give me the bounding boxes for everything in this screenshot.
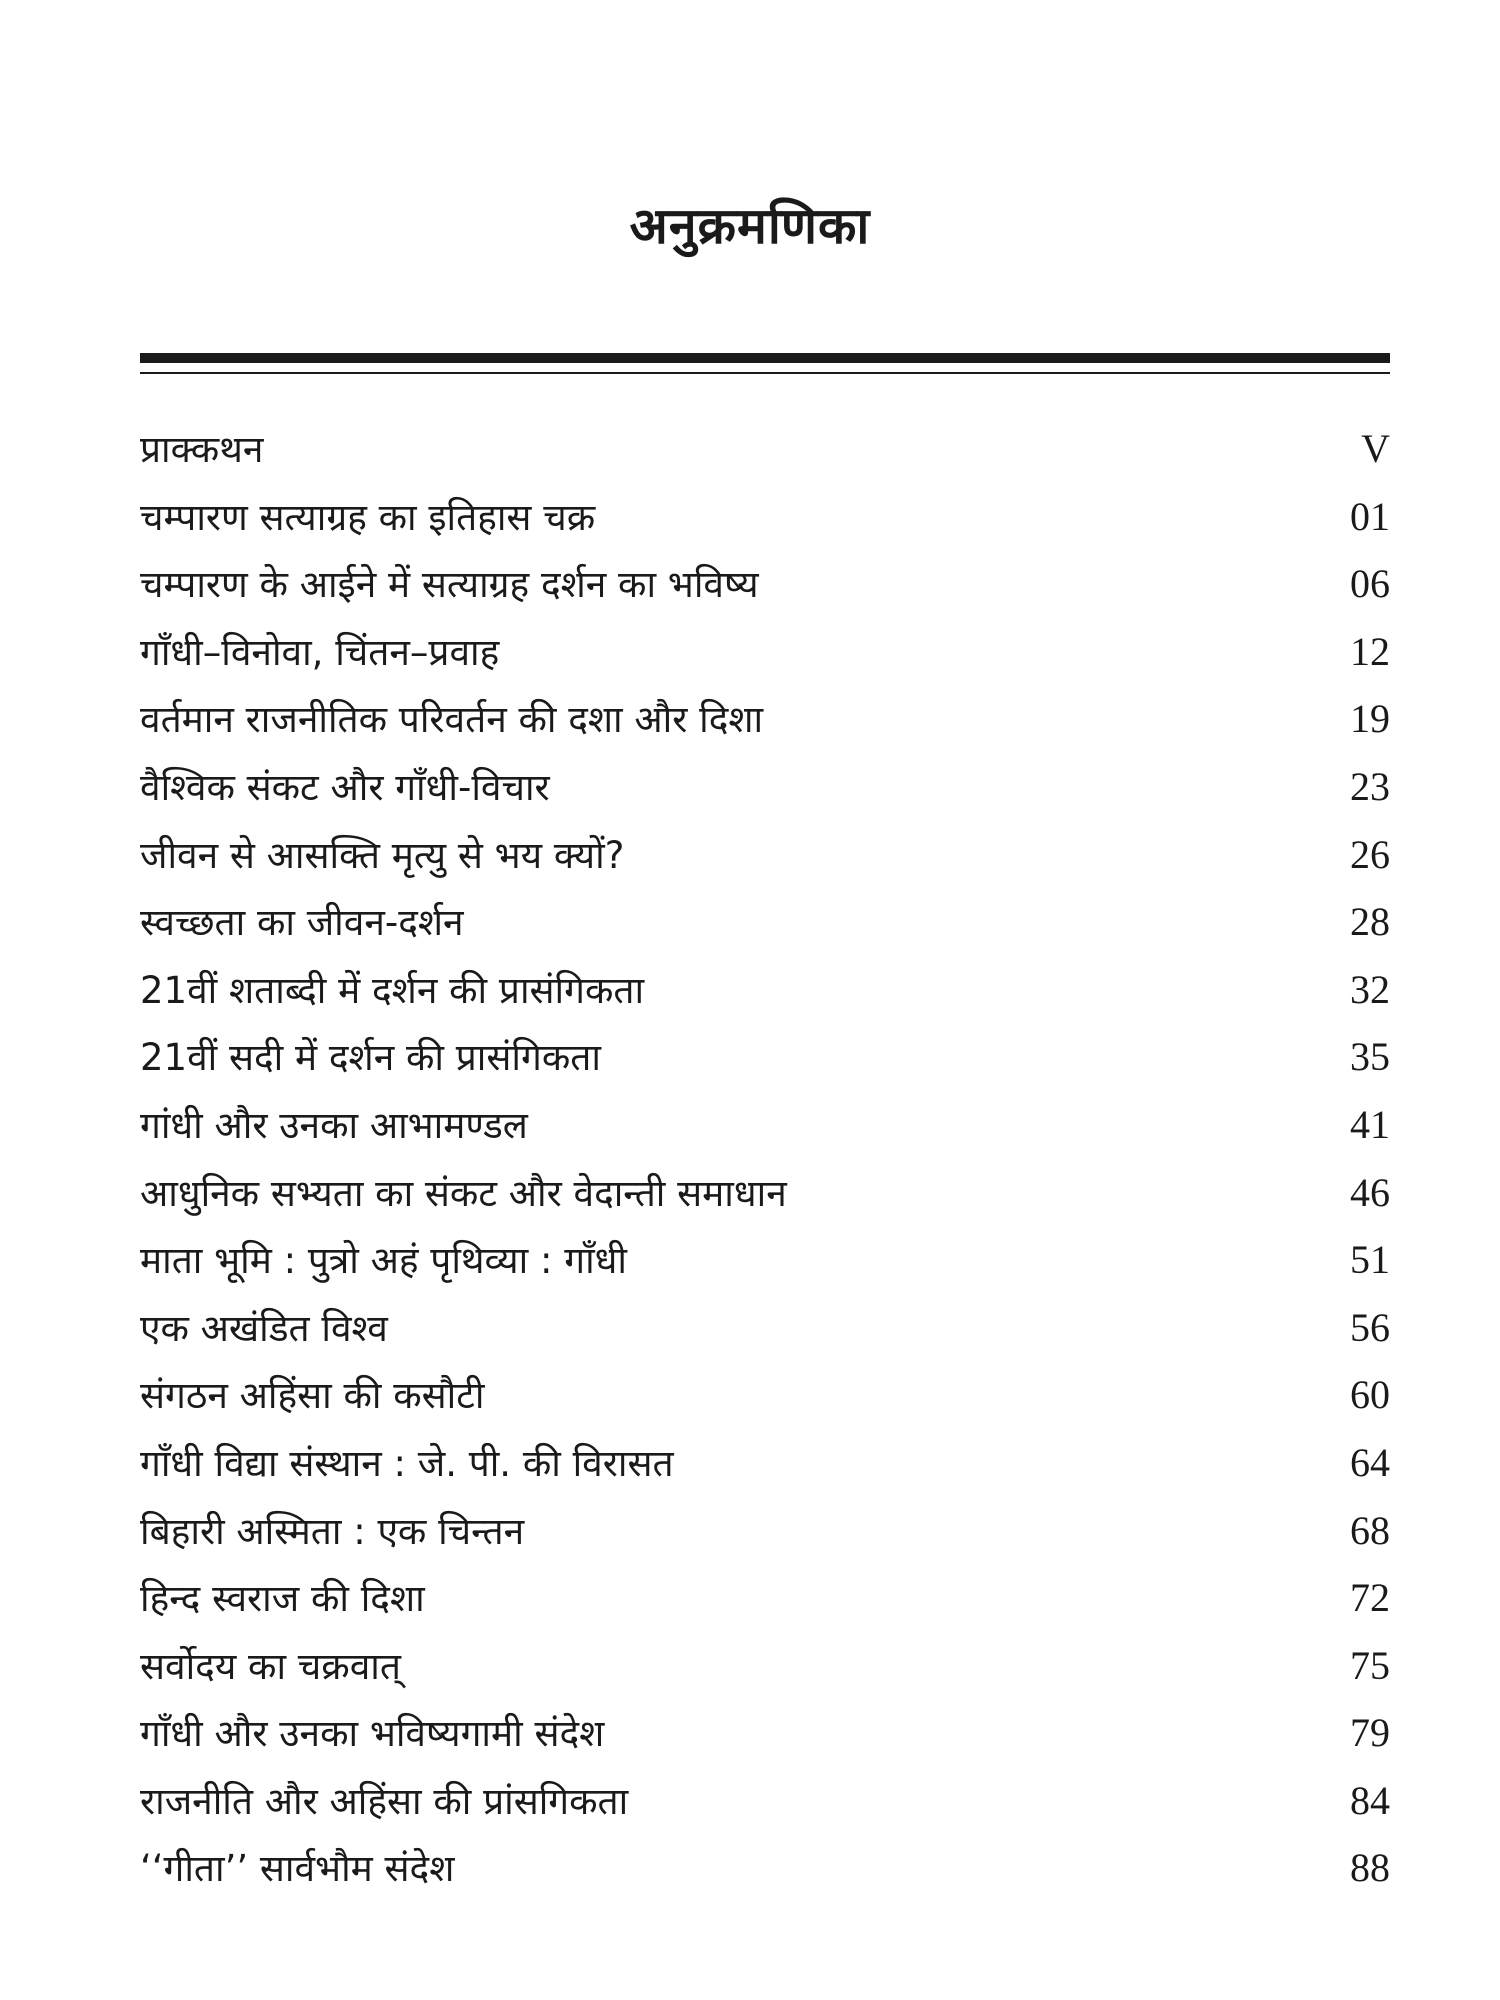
toc-entry	[140, 821, 1390, 889]
toc-entry	[140, 888, 1390, 956]
toc-entry-page: 79	[1350, 1710, 1390, 1756]
toc-entry-page: 56	[1350, 1304, 1390, 1350]
toc-entry	[140, 1429, 1390, 1497]
toc-entry-title: एक अखंडित विश्व	[140, 1306, 388, 1350]
toc-entry-page: 01	[1350, 493, 1390, 539]
toc-entry-page: 46	[1350, 1169, 1390, 1215]
toc-entry	[140, 685, 1390, 753]
toc-entry	[140, 1226, 1390, 1294]
toc-list	[140, 415, 1390, 1902]
toc-entry	[140, 1767, 1390, 1835]
toc-entry-title: आधुनिक सभ्यता का संकट और वेदान्ती समाधान	[140, 1171, 787, 1215]
toc-entry	[140, 550, 1390, 618]
toc-entry	[140, 483, 1390, 551]
toc-entry-page: 35	[1350, 1034, 1390, 1080]
toc-entry-page: 75	[1350, 1642, 1390, 1688]
toc-entry-title: चम्पारण सत्याग्रह का इतिहास चक्र	[140, 495, 596, 539]
toc-entry	[140, 618, 1390, 686]
toc-entry-page: 32	[1350, 966, 1390, 1012]
toc-entry	[140, 753, 1390, 821]
toc-entry	[140, 1564, 1390, 1632]
toc-entry-page: 23	[1350, 763, 1390, 809]
toc-entry-title: हिन्द स्वराज की दिशा	[140, 1577, 425, 1621]
toc-entry	[140, 1361, 1390, 1429]
toc-entry-title: संगठन अहिंसा की कसौटी	[140, 1374, 485, 1418]
toc-entry-page: 12	[1350, 628, 1390, 674]
toc-entry-title: माता भूमि : पुत्रो अहं पृथिव्या : गाँधी	[140, 1239, 627, 1283]
toc-entry-title: गांधी और उनका आभामण्डल	[140, 1103, 528, 1147]
toc-entry-title: राजनीति और अहिंसा की प्रांसगिकता	[140, 1779, 629, 1823]
toc-entry	[140, 1159, 1390, 1227]
toc-entry	[140, 1497, 1390, 1565]
toc-entry	[140, 1699, 1390, 1767]
toc-entry-title: गाँधी–विनोवा, चिंतन–प्रवाह	[140, 630, 500, 674]
toc-entry-page: 41	[1350, 1101, 1390, 1147]
toc-entry-title: प्राक्कथन	[140, 428, 264, 471]
toc-entry-page: 26	[1350, 831, 1390, 877]
toc-entry-title: बिहारी अस्मिता : एक चिन्तन	[140, 1509, 525, 1553]
toc-entry	[140, 1023, 1390, 1091]
toc-entry-page: 72	[1350, 1575, 1390, 1621]
toc-entry	[140, 415, 1390, 483]
toc-entry-title: 21वीं शताब्दी में दर्शन की प्रासंगिकता	[140, 968, 645, 1012]
toc-entry-title: स्वच्छता का जीवन-दर्शन	[140, 901, 464, 945]
toc-entry-page: 28	[1350, 899, 1390, 945]
toc-entry-title: गाँधी विद्या संस्थान : जे. पी. की विरासत	[140, 1441, 674, 1485]
page-title: अनुक्रमणिका	[629, 197, 871, 255]
toc-entry-page: 19	[1350, 696, 1390, 742]
toc-entry-page: 64	[1350, 1439, 1390, 1485]
toc-entry-title: वर्तमान राजनीतिक परिवर्तन की दशा और दिशा	[140, 698, 764, 742]
toc-entry-page: V	[1361, 426, 1390, 471]
toc-entry-title: सर्वोदय का चक्रवात्	[140, 1644, 401, 1688]
toc-entry	[140, 1294, 1390, 1362]
toc-entry-page: 60	[1350, 1372, 1390, 1418]
toc-entry	[140, 956, 1390, 1024]
toc-entry	[140, 1091, 1390, 1159]
toc-entry-title: वैश्विक संकट और गाँधी-विचार	[140, 765, 550, 809]
toc-entry	[140, 1834, 1390, 1902]
toc-entry-page: 68	[1350, 1507, 1390, 1553]
toc-entry-title: जीवन से आसक्ति मृत्यु से भय क्यों?	[140, 833, 625, 877]
thick-divider	[140, 353, 1390, 363]
toc-entry-page: 84	[1350, 1777, 1390, 1823]
thin-divider	[140, 372, 1390, 374]
toc-entry-page: 06	[1350, 561, 1390, 607]
toc-entry-page: 51	[1350, 1237, 1390, 1283]
toc-entry-page: 88	[1350, 1845, 1390, 1891]
toc-entry-title: चम्पारण के आईने में सत्याग्रह दर्शन का भविष्य	[140, 563, 759, 607]
toc-entry-title: 21वीं सदी में दर्शन की प्रासंगिकता	[140, 1036, 601, 1080]
toc-entry-title: गाँधी और उनका भविष्यगामी संदेश	[140, 1712, 605, 1756]
toc-entry-title: ‘‘गीता’’ सार्वभौम संदेश	[140, 1847, 455, 1891]
toc-entry	[140, 1632, 1390, 1700]
